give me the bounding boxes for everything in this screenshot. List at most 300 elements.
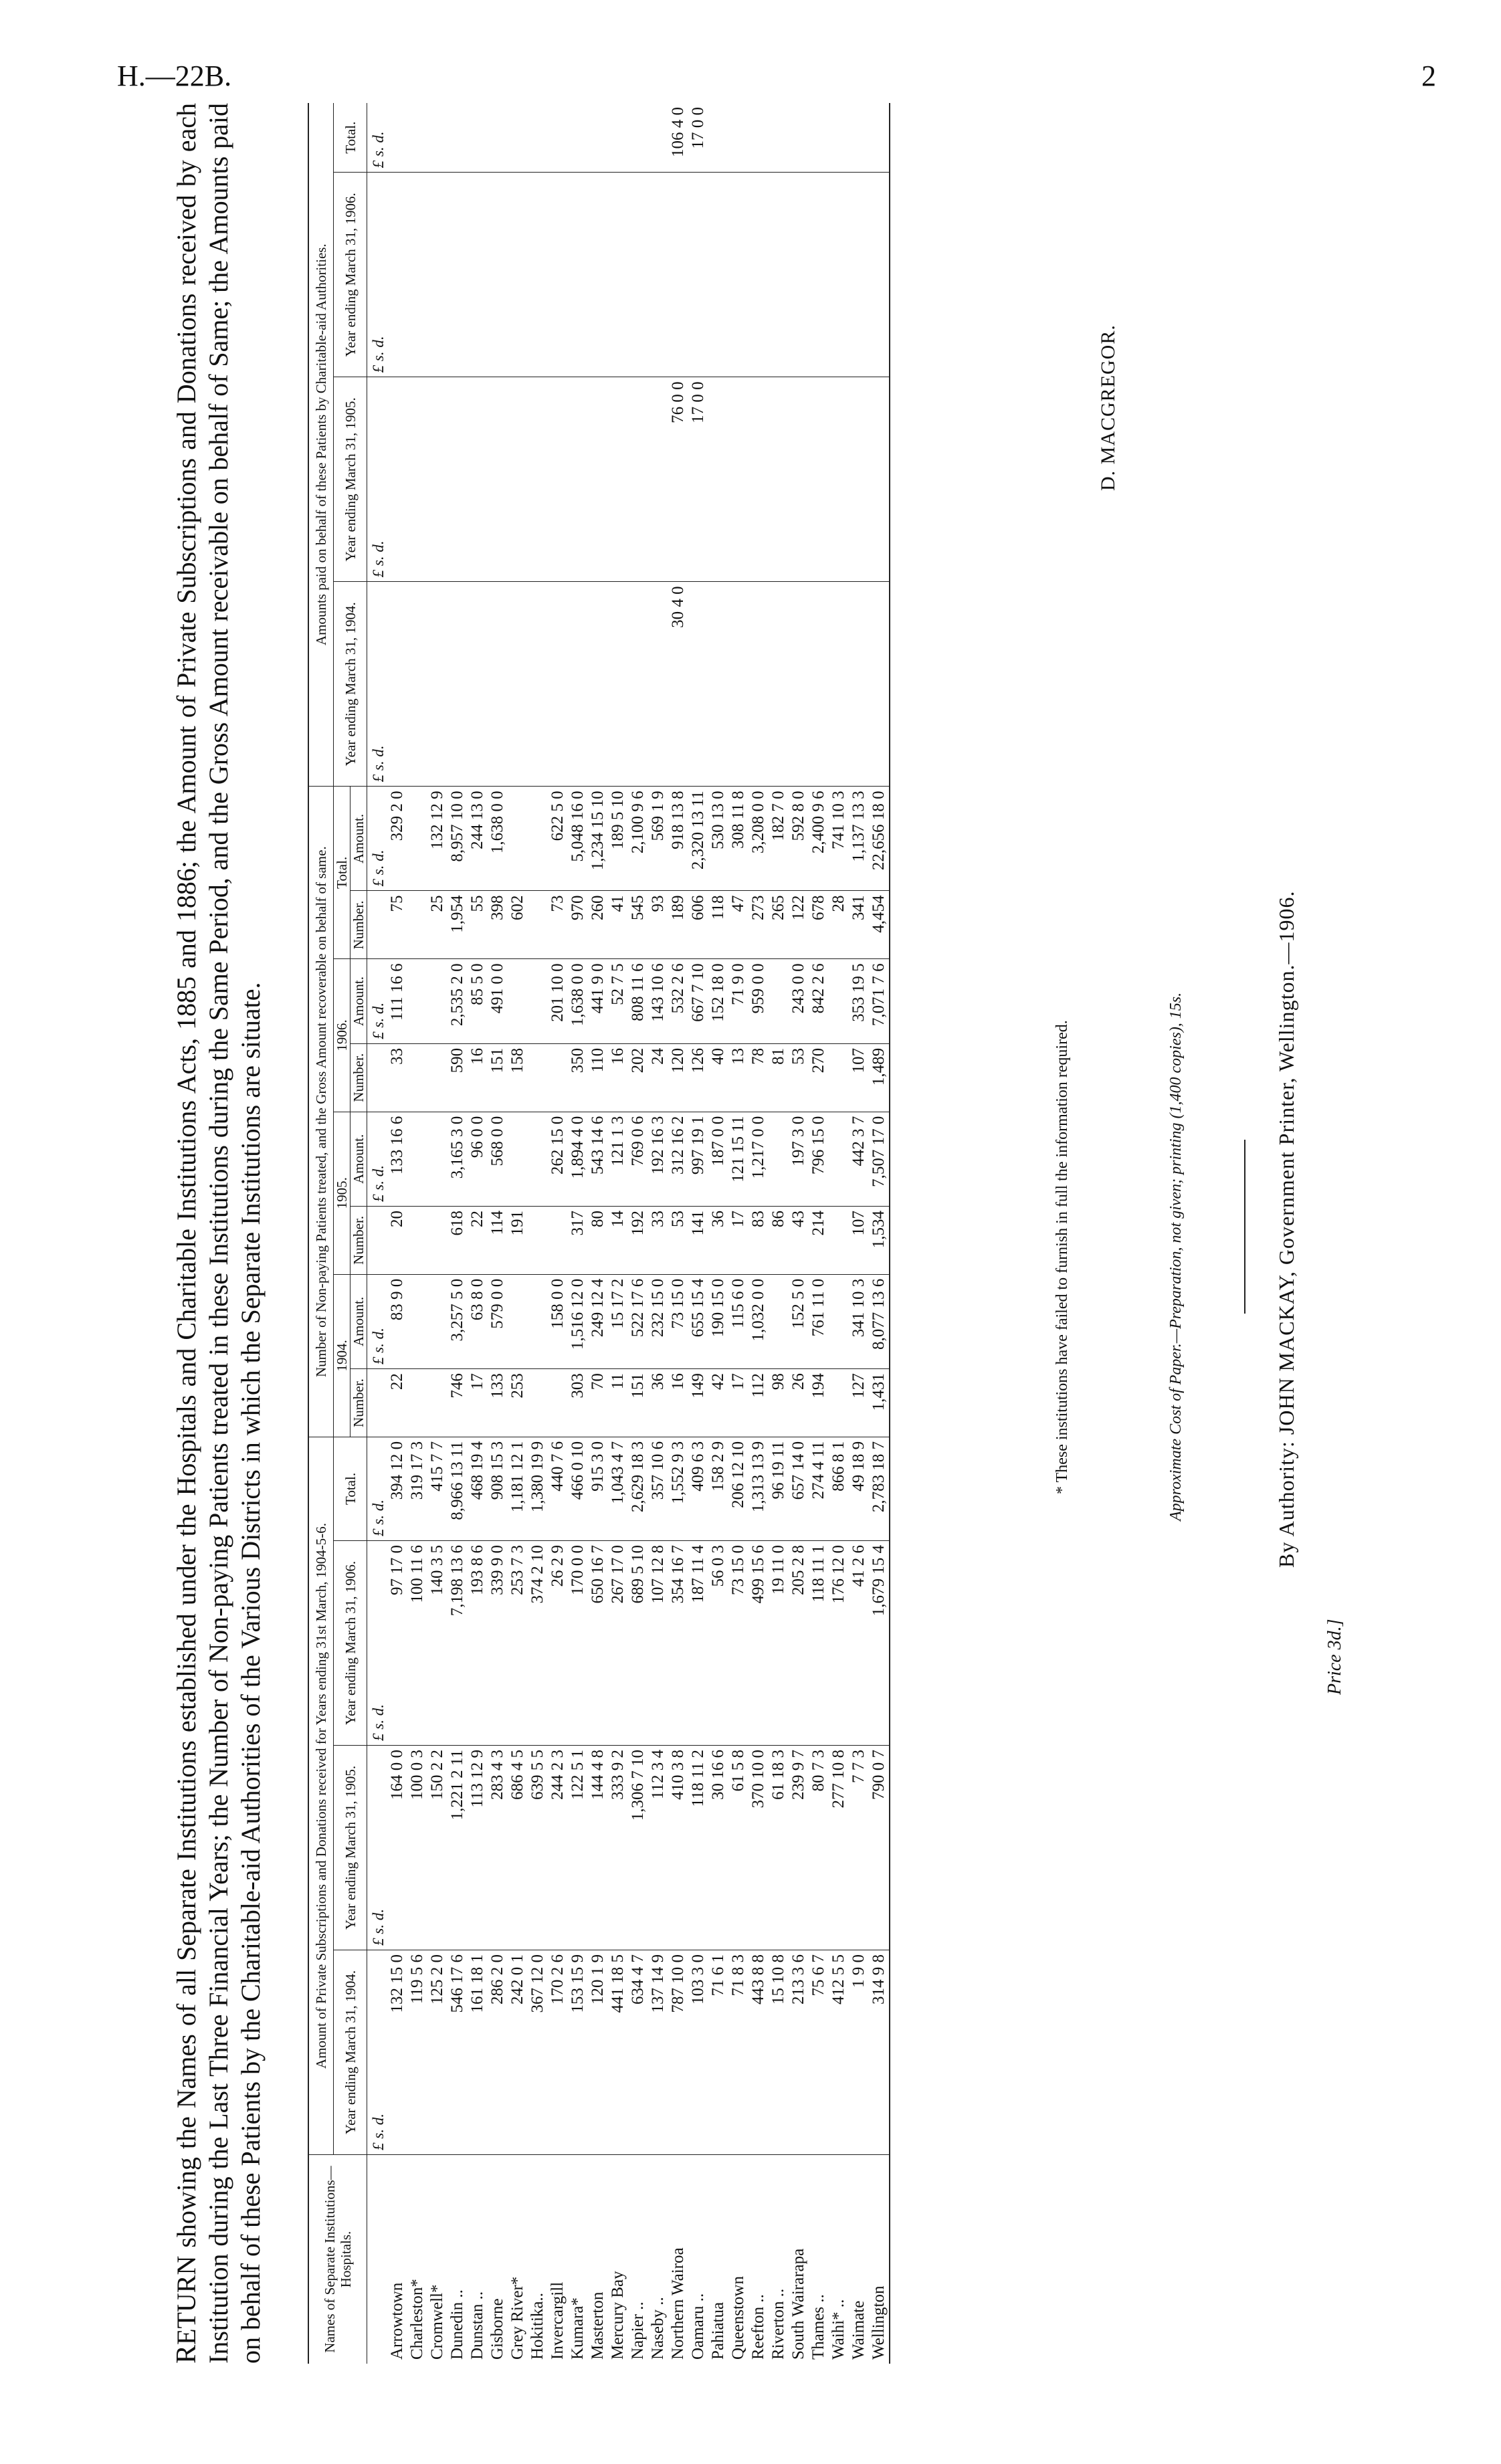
cell-s04: 15 10 8 bbox=[769, 1950, 789, 2155]
subs-total-header: Total. bbox=[334, 1437, 367, 1540]
units-label: £ s. d. bbox=[367, 377, 388, 582]
cell-a06: 959 0 0 bbox=[748, 959, 769, 1044]
cell-a04: 522 17 6 bbox=[628, 1274, 648, 1368]
cell-p06 bbox=[688, 173, 708, 377]
cell-s04: 1 9 0 bbox=[849, 1950, 869, 2155]
cell-n05: 192 bbox=[628, 1206, 648, 1274]
units-label: £ s. d. bbox=[367, 959, 388, 1044]
cell-a06: 152 18 0 bbox=[708, 959, 728, 1044]
institution-name: Thames .. bbox=[809, 2294, 827, 2360]
cell-nt bbox=[407, 891, 427, 959]
cell-nt: 73 bbox=[548, 891, 568, 959]
cell-n04: 36 bbox=[648, 1369, 668, 1437]
cell-s05: 164 0 0 bbox=[387, 1746, 407, 1950]
cell-p04 bbox=[608, 582, 628, 787]
cell-st: 908 15 3 bbox=[488, 1437, 508, 1540]
cell-n06: 270 bbox=[809, 1043, 829, 1112]
cell-n06: 16 bbox=[468, 1043, 488, 1112]
cell-st: 158 2 9 bbox=[708, 1437, 728, 1540]
cell-a04: 115 6 0 bbox=[728, 1274, 748, 1368]
cell-pt bbox=[769, 103, 789, 173]
cell-n06 bbox=[548, 1043, 568, 1112]
cell-p05 bbox=[708, 377, 728, 582]
cost-note: Approximate Cost of Paper.—Preparation, not given; printing (1,400 copies), 15s. bbox=[1167, 992, 1185, 1521]
cell-p06 bbox=[548, 173, 568, 377]
table-row bbox=[668, 103, 688, 2364]
cell-n06: 158 bbox=[508, 1043, 528, 1112]
cell-p05 bbox=[588, 377, 608, 582]
cell-s06: 339 9 0 bbox=[488, 1541, 508, 1746]
cell-n06: 350 bbox=[568, 1043, 588, 1112]
cell-s05: 277 10 8 bbox=[829, 1746, 849, 1950]
cell-s06: 140 3 5 bbox=[427, 1541, 447, 1746]
paid-total-header: Total. bbox=[334, 103, 367, 173]
table-row bbox=[488, 103, 508, 2364]
cell-n04 bbox=[829, 1369, 849, 1437]
cell-st: 466 0 10 bbox=[568, 1437, 588, 1540]
cell-st: 2,629 18 3 bbox=[628, 1437, 648, 1540]
cell-s05: 239 9 7 bbox=[789, 1746, 809, 1950]
cell-a06: 85 5 0 bbox=[468, 959, 488, 1044]
units-label: £ s. d. bbox=[367, 1950, 388, 2155]
cell-p06 bbox=[508, 173, 528, 377]
table-row bbox=[708, 103, 728, 2364]
cell-p04 bbox=[528, 582, 548, 787]
np-total-number-header: Number. bbox=[351, 891, 367, 959]
cell-a04: 761 11 0 bbox=[809, 1274, 829, 1368]
cell-a05: 187 0 0 bbox=[708, 1112, 728, 1206]
cell-nt: 606 bbox=[688, 891, 708, 959]
cell-s04: 71 8 3 bbox=[728, 1950, 748, 2155]
institution-name: Waihi* .. bbox=[829, 2299, 847, 2360]
cell-a05 bbox=[407, 1112, 427, 1206]
cell-st: 1,043 4 7 bbox=[608, 1437, 628, 1540]
table-row bbox=[568, 103, 588, 2364]
cell-s04: 242 0 1 bbox=[508, 1950, 528, 2155]
cell-s06: 689 5 10 bbox=[628, 1541, 648, 1746]
cell-a06: 441 9 0 bbox=[588, 959, 608, 1044]
cell-s04: 367 12 0 bbox=[528, 1950, 548, 2155]
cell-a05: 442 3 7 bbox=[849, 1112, 869, 1206]
table-row bbox=[387, 103, 407, 2364]
cell-p04 bbox=[769, 582, 789, 787]
cell-a06: 143 10 6 bbox=[648, 959, 668, 1044]
cell-n05 bbox=[548, 1206, 568, 1274]
cell-s06: 205 2 8 bbox=[789, 1541, 809, 1746]
cell-st: 415 7 7 bbox=[427, 1437, 447, 1540]
institution-name: Kumara* bbox=[569, 2297, 587, 2360]
units-label: £ s. d. bbox=[367, 103, 388, 173]
cell-a05: 543 14 6 bbox=[588, 1112, 608, 1206]
units-label: £ s. d. bbox=[367, 1541, 388, 1746]
cell-p06 bbox=[568, 173, 588, 377]
cell-a04: 655 15 4 bbox=[688, 1274, 708, 1368]
cell-a05 bbox=[528, 1112, 548, 1206]
cell-n04: 112 bbox=[748, 1369, 769, 1437]
cell-p06 bbox=[748, 173, 769, 377]
cell-s05: 61 5 8 bbox=[728, 1746, 748, 1950]
cell-a05 bbox=[508, 1112, 528, 1206]
cell-n05: 17 bbox=[728, 1206, 748, 1274]
cell-p05 bbox=[728, 377, 748, 582]
footnote: * These institutions have failed to furnish in full the information required. bbox=[1054, 1020, 1071, 1494]
table-row bbox=[769, 103, 789, 2364]
cell-p06 bbox=[789, 173, 809, 377]
institution-name: Pahiatua bbox=[709, 2301, 727, 2360]
cell-at: 189 5 10 bbox=[608, 787, 628, 891]
cell-n04: 26 bbox=[789, 1369, 809, 1437]
cell-pt bbox=[869, 103, 890, 173]
cell-pt bbox=[548, 103, 568, 173]
cell-n06: 107 bbox=[849, 1043, 869, 1112]
cell-a06: 842 2 6 bbox=[809, 959, 829, 1044]
cell-a05: 1,217 0 0 bbox=[748, 1112, 769, 1206]
cell-pt bbox=[849, 103, 869, 173]
cell-n05: 22 bbox=[468, 1206, 488, 1274]
cell-nt bbox=[528, 891, 548, 959]
cell-n04: 17 bbox=[728, 1369, 748, 1437]
cell-n04: 70 bbox=[588, 1369, 608, 1437]
paid-ye1906-header: Year ending March 31, 1906. bbox=[334, 173, 367, 377]
np-1906-number-header: Number. bbox=[351, 1043, 367, 1112]
cell-at: 1,234 15 10 bbox=[588, 787, 608, 891]
cell-s04: 213 3 6 bbox=[789, 1950, 809, 2155]
cell-a04 bbox=[829, 1274, 849, 1368]
cell-n06: 40 bbox=[708, 1043, 728, 1112]
np-total-header: Total. bbox=[334, 787, 351, 959]
cell-n05 bbox=[829, 1206, 849, 1274]
cell-st: 1,181 12 1 bbox=[508, 1437, 528, 1540]
cell-p05 bbox=[648, 377, 668, 582]
cell-at: 132 12 9 bbox=[427, 787, 447, 891]
signature: D. MACGREGOR. bbox=[1097, 324, 1119, 491]
cell-s05: 1,306 7 10 bbox=[628, 1746, 648, 1950]
cell-s06: 499 15 6 bbox=[748, 1541, 769, 1746]
cell-n05: 36 bbox=[708, 1206, 728, 1274]
cell-p06 bbox=[628, 173, 648, 377]
cell-p06 bbox=[407, 173, 427, 377]
cell-a04: 232 15 0 bbox=[648, 1274, 668, 1368]
cell-st: 394 12 0 bbox=[387, 1437, 407, 1540]
cell-p04 bbox=[688, 582, 708, 787]
cell-s05: 686 4 5 bbox=[508, 1746, 528, 1950]
units-label: £ s. d. bbox=[367, 173, 388, 377]
cell-a06: 201 10 0 bbox=[548, 959, 568, 1044]
institution-name: Mercury Bay bbox=[609, 2271, 627, 2360]
cell-n06: 1,489 bbox=[869, 1043, 890, 1112]
cell-st: 1,552 9 3 bbox=[668, 1437, 688, 1540]
cell-n06: 16 bbox=[608, 1043, 628, 1112]
cell-at: 1,137 13 3 bbox=[849, 787, 869, 891]
cell-p06 bbox=[468, 173, 488, 377]
cell-st: 440 7 6 bbox=[548, 1437, 568, 1540]
cell-n04: 151 bbox=[628, 1369, 648, 1437]
cell-s05: 410 3 8 bbox=[668, 1746, 688, 1950]
cell-pt bbox=[508, 103, 528, 173]
np-1905-number-header: Number. bbox=[351, 1206, 367, 1274]
cell-nt: 93 bbox=[648, 891, 668, 959]
price-note: Price 3d.] bbox=[1324, 1619, 1345, 1695]
cell-at: 3,208 0 0 bbox=[748, 787, 769, 891]
cell-n05 bbox=[427, 1206, 447, 1274]
cell-s04: 120 1 9 bbox=[588, 1950, 608, 2155]
cell-pt bbox=[748, 103, 769, 173]
cell-st: 915 3 0 bbox=[588, 1437, 608, 1540]
cell-a05: 121 1 3 bbox=[608, 1112, 628, 1206]
cell-a04: 8,077 13 6 bbox=[869, 1274, 890, 1368]
cell-st: 468 19 4 bbox=[468, 1437, 488, 1540]
cell-p04 bbox=[447, 582, 468, 787]
cell-p05 bbox=[628, 377, 648, 582]
cell-at: 244 13 0 bbox=[468, 787, 488, 891]
cell-nt: 75 bbox=[387, 891, 407, 959]
cell-a05: 121 15 11 bbox=[728, 1112, 748, 1206]
cell-n04: 746 bbox=[447, 1369, 468, 1437]
cell-p05 bbox=[427, 377, 447, 582]
cell-p06 bbox=[528, 173, 548, 377]
institution-name: Grey River* bbox=[508, 2276, 526, 2360]
paid-ye1904-header: Year ending March 31, 1904. bbox=[334, 582, 367, 787]
cell-a05: 769 0 6 bbox=[628, 1112, 648, 1206]
cell-a06: 7,071 7 6 bbox=[869, 959, 890, 1044]
cell-st: 866 8 1 bbox=[829, 1437, 849, 1540]
cell-s06: 19 11 0 bbox=[769, 1541, 789, 1746]
cell-p05 bbox=[748, 377, 769, 582]
cell-s05: 283 4 3 bbox=[488, 1746, 508, 1950]
cell-n06: 126 bbox=[688, 1043, 708, 1112]
cell-s04: 103 3 0 bbox=[688, 1950, 708, 2155]
cell-s04: 153 15 9 bbox=[568, 1950, 588, 2155]
cell-n06: 590 bbox=[447, 1043, 468, 1112]
cell-a06: 532 2 6 bbox=[668, 959, 688, 1044]
cell-a05: 796 15 0 bbox=[809, 1112, 829, 1206]
cell-s06: 267 17 0 bbox=[608, 1541, 628, 1746]
cell-p06 bbox=[769, 173, 789, 377]
table-row bbox=[849, 103, 869, 2364]
cell-a05: 3,165 3 0 bbox=[447, 1112, 468, 1206]
cell-n04: 149 bbox=[688, 1369, 708, 1437]
np-1906-amount-header: Amount. bbox=[351, 959, 367, 1044]
cell-n05: 317 bbox=[568, 1206, 588, 1274]
cell-a05 bbox=[829, 1112, 849, 1206]
cell-s06: 374 2 10 bbox=[528, 1541, 548, 1746]
cell-s05: 150 2 2 bbox=[427, 1746, 447, 1950]
cell-a04: 63 8 0 bbox=[468, 1274, 488, 1368]
cell-p05 bbox=[488, 377, 508, 582]
cell-pt bbox=[628, 103, 648, 173]
cell-a06: 491 0 0 bbox=[488, 959, 508, 1044]
cell-a04: 73 15 0 bbox=[668, 1274, 688, 1368]
authority-line: By Authority: JOHN MACKAY, Government Printer, Wellington.—1906. bbox=[1274, 890, 1298, 1568]
cell-s04: 546 17 6 bbox=[447, 1950, 468, 2155]
cell-n05: 20 bbox=[387, 1206, 407, 1274]
cell-pt bbox=[648, 103, 668, 173]
cell-a04: 158 0 0 bbox=[548, 1274, 568, 1368]
cell-n04: 11 bbox=[608, 1369, 628, 1437]
units-label: £ s. d. bbox=[367, 1746, 388, 1950]
table-row bbox=[748, 103, 769, 2364]
cell-s06: 41 2 6 bbox=[849, 1541, 869, 1746]
institution-name: Cromwell* bbox=[428, 2284, 446, 2360]
cell-nt: 47 bbox=[728, 891, 748, 959]
table-row bbox=[427, 103, 447, 2364]
cell-nt: 28 bbox=[829, 891, 849, 959]
cell-a06: 243 0 0 bbox=[789, 959, 809, 1044]
cell-pt bbox=[528, 103, 548, 173]
cell-s05: 144 4 8 bbox=[588, 1746, 608, 1950]
cell-pt bbox=[809, 103, 829, 173]
cell-s06: 650 16 7 bbox=[588, 1541, 608, 1746]
cell-a06 bbox=[427, 959, 447, 1044]
cell-nt: 55 bbox=[468, 891, 488, 959]
cell-s06: 97 17 0 bbox=[387, 1541, 407, 1746]
cell-s04: 170 2 6 bbox=[548, 1950, 568, 2155]
cell-n04: 98 bbox=[769, 1369, 789, 1437]
cell-s05: 790 0 7 bbox=[869, 1746, 890, 1950]
cell-at: 530 13 0 bbox=[708, 787, 728, 891]
cell-s05: 118 11 2 bbox=[688, 1746, 708, 1950]
cell-n05: 214 bbox=[809, 1206, 829, 1274]
institution-name: Waimate bbox=[849, 2300, 868, 2360]
cell-a05: 133 16 6 bbox=[387, 1112, 407, 1206]
page-code: H.—22B. bbox=[117, 60, 232, 92]
cell-n05 bbox=[528, 1206, 548, 1274]
institution-name: Reefton .. bbox=[749, 2294, 767, 2360]
cell-p06 bbox=[608, 173, 628, 377]
cell-p04 bbox=[829, 582, 849, 787]
cell-p06 bbox=[668, 173, 688, 377]
cell-n04 bbox=[427, 1369, 447, 1437]
units-label: £ s. d. bbox=[367, 1112, 388, 1206]
cell-s05: 30 16 6 bbox=[708, 1746, 728, 1950]
cell-p05: 76 0 0 bbox=[668, 377, 688, 582]
cell-nt: 4,454 bbox=[869, 891, 890, 959]
col-paid-header: Amounts paid on behalf of these Patients by Charitable-aid Authorities. bbox=[308, 103, 334, 787]
cell-a05: 1,894 4 0 bbox=[568, 1112, 588, 1206]
cell-a04: 15 17 2 bbox=[608, 1274, 628, 1368]
cell-n06: 151 bbox=[488, 1043, 508, 1112]
cell-at bbox=[508, 787, 528, 891]
np-1904-header: 1904. bbox=[334, 1274, 351, 1437]
cell-p04: 30 4 0 bbox=[668, 582, 688, 787]
table-row bbox=[789, 103, 809, 2364]
cell-at: 569 1 9 bbox=[648, 787, 668, 891]
cell-p05 bbox=[508, 377, 528, 582]
cell-a04: 1,516 12 0 bbox=[568, 1274, 588, 1368]
cell-s06: 118 11 1 bbox=[809, 1541, 829, 1746]
cell-p05 bbox=[608, 377, 628, 582]
cell-s05: 370 10 0 bbox=[748, 1746, 769, 1950]
paid-ye1905-header: Year ending March 31, 1905. bbox=[334, 377, 367, 582]
cell-p05 bbox=[769, 377, 789, 582]
cell-at bbox=[407, 787, 427, 891]
cell-s06: 176 12 0 bbox=[829, 1541, 849, 1746]
table-row bbox=[648, 103, 668, 2364]
np-1904-number-header: Number. bbox=[351, 1369, 367, 1437]
cell-nt: 970 bbox=[568, 891, 588, 959]
cell-a04: 190 15 0 bbox=[708, 1274, 728, 1368]
cell-s04: 161 18 1 bbox=[468, 1950, 488, 2155]
cell-st: 657 14 0 bbox=[789, 1437, 809, 1540]
cell-n04: 17 bbox=[468, 1369, 488, 1437]
cell-at: 182 7 0 bbox=[769, 787, 789, 891]
cell-n06 bbox=[427, 1043, 447, 1112]
cell-p04 bbox=[809, 582, 829, 787]
cell-a05: 197 3 0 bbox=[789, 1112, 809, 1206]
cell-p05 bbox=[809, 377, 829, 582]
cell-pt bbox=[568, 103, 588, 173]
cell-at: 918 13 8 bbox=[668, 787, 688, 891]
cell-pt bbox=[447, 103, 468, 173]
cell-n05: 107 bbox=[849, 1206, 869, 1274]
cell-n04: 1,431 bbox=[869, 1369, 890, 1437]
units-label: £ s. d. bbox=[367, 582, 388, 787]
cell-s06: 73 15 0 bbox=[728, 1541, 748, 1746]
cell-p06 bbox=[728, 173, 748, 377]
divider-rule bbox=[1244, 1140, 1245, 1314]
cell-s04: 443 8 8 bbox=[748, 1950, 769, 2155]
cell-n04: 194 bbox=[809, 1369, 829, 1437]
table-row bbox=[588, 103, 608, 2364]
cell-n04 bbox=[528, 1369, 548, 1437]
institution-name: Wellington bbox=[870, 2285, 888, 2360]
cell-at: 5,048 16 0 bbox=[568, 787, 588, 891]
cell-p05 bbox=[468, 377, 488, 582]
cell-at: 1,638 0 0 bbox=[488, 787, 508, 891]
cell-p06 bbox=[387, 173, 407, 377]
cell-p04 bbox=[588, 582, 608, 787]
table-row bbox=[628, 103, 648, 2364]
cell-n05: 43 bbox=[789, 1206, 809, 1274]
cell-a05: 568 0 0 bbox=[488, 1112, 508, 1206]
cell-pt bbox=[608, 103, 628, 173]
cell-a05: 7,507 17 0 bbox=[869, 1112, 890, 1206]
cell-st: 1,313 13 9 bbox=[748, 1437, 769, 1540]
cell-n06: 202 bbox=[628, 1043, 648, 1112]
return-title: RETURN showing the Names of all Separate Institutions established under the Hospitals and Charitable Institutions Acts, 1885 and 1886; the Amount of Private Subscriptions and Donations received by each Institution during the Last Three Financial Years; the Number of Non-paying Patients treated in these Institutions during the Same Period, and the Gross Amount receivable on behalf of Same; the Amounts paid on behalf of these Patients by the Charitable-aid Authorities of the Various Districts in which the Separate Institutions are situate. bbox=[171, 103, 266, 2364]
cell-n06 bbox=[528, 1043, 548, 1112]
cell-p04 bbox=[628, 582, 648, 787]
cell-a04 bbox=[427, 1274, 447, 1368]
col-subscriptions-header: Amount of Private Subscriptions and Donations received for Years ending 31st March, 1904-5-6. bbox=[308, 1437, 334, 2154]
cell-nt: 1,954 bbox=[447, 891, 468, 959]
cell-st: 8,966 13 11 bbox=[447, 1437, 468, 1540]
cell-pt: 17 0 0 bbox=[688, 103, 708, 173]
cell-nt: 341 bbox=[849, 891, 869, 959]
cell-p04 bbox=[648, 582, 668, 787]
cell-a04: 579 0 0 bbox=[488, 1274, 508, 1368]
cell-a05 bbox=[427, 1112, 447, 1206]
cell-p05: 17 0 0 bbox=[688, 377, 708, 582]
cell-pt bbox=[468, 103, 488, 173]
cell-a05: 96 0 0 bbox=[468, 1112, 488, 1206]
cell-p04 bbox=[728, 582, 748, 787]
cell-a04: 83 9 0 bbox=[387, 1274, 407, 1368]
cell-p04 bbox=[869, 582, 890, 787]
cell-n04: 16 bbox=[668, 1369, 688, 1437]
cell-nt: 118 bbox=[708, 891, 728, 959]
cell-s06: 253 7 3 bbox=[508, 1541, 528, 1746]
cell-s04: 125 2 0 bbox=[427, 1950, 447, 2155]
np-1905-amount-header: Amount. bbox=[351, 1112, 367, 1206]
cell-n04: 253 bbox=[508, 1369, 528, 1437]
table-row bbox=[407, 103, 427, 2364]
cell-at: 22,656 18 0 bbox=[869, 787, 890, 891]
cell-n04: 42 bbox=[708, 1369, 728, 1437]
cell-n06: 81 bbox=[769, 1043, 789, 1112]
cell-s04: 634 4 7 bbox=[628, 1950, 648, 2155]
cell-s04: 75 6 7 bbox=[809, 1950, 829, 2155]
